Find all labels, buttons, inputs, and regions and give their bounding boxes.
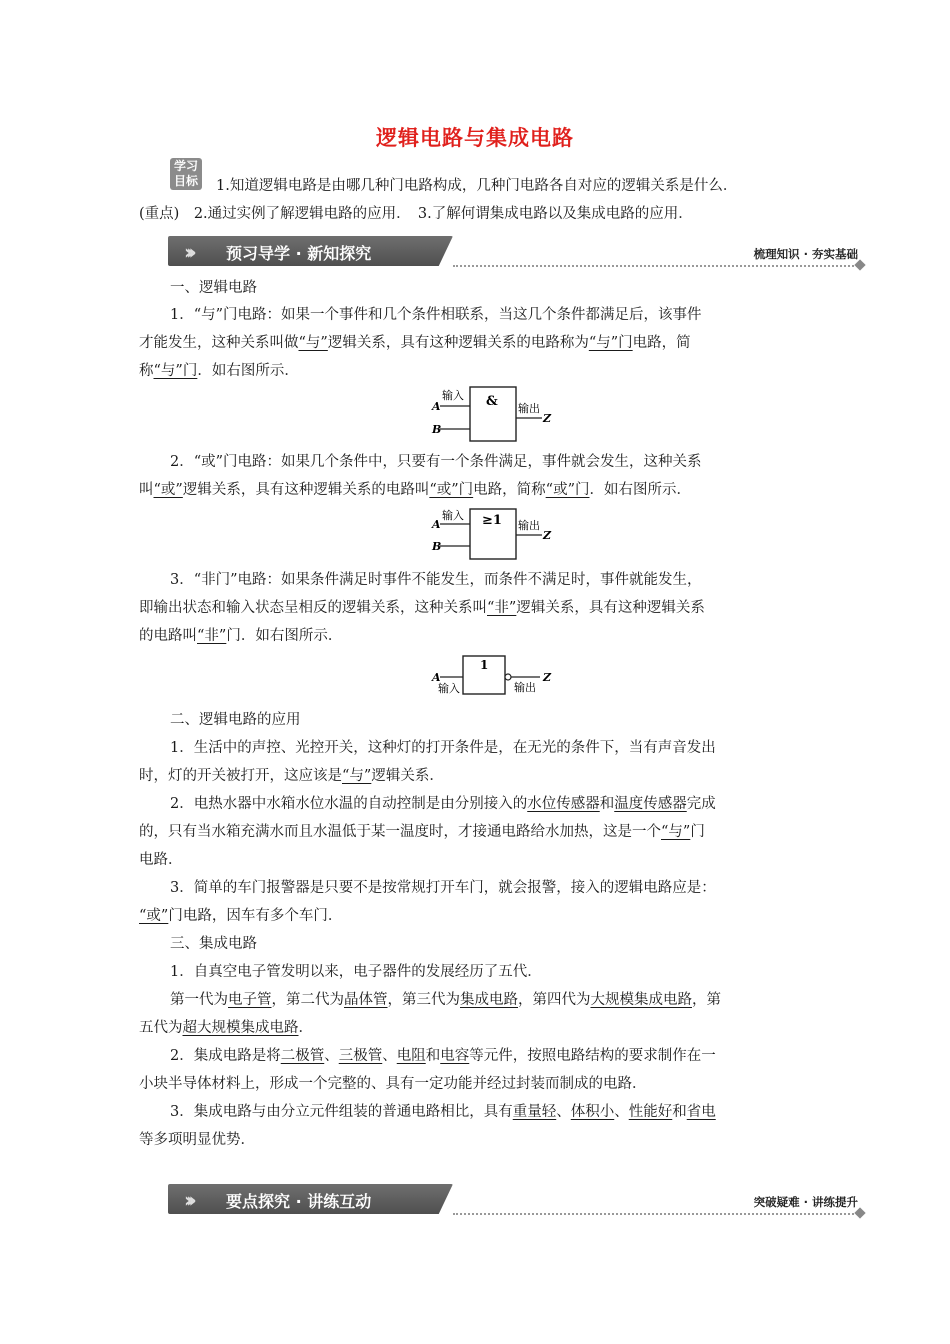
paragraph-line: 1．自真空电子管发明以来，电子器件的发展经历了五代．	[170, 964, 542, 980]
banner-subtitle: 突破疑难 · 讲练提升	[753, 1195, 858, 1209]
dotted-divider	[453, 265, 858, 267]
answer-blank: “或”门	[429, 482, 474, 498]
gate-symbol: ≥1	[482, 513, 502, 528]
answer-blank: “与”	[342, 768, 372, 784]
answer-blank: “与”门	[153, 363, 198, 379]
answer-blank: 水位传感器	[527, 796, 600, 812]
banner-title: 要点探究 · 讲练互动	[226, 1192, 372, 1211]
answer-blank: “或”	[139, 908, 169, 924]
paragraph-line: 1．生活中的声控、光控开关，这种灯的打开条件是，在无光的条件下，当有声音发出	[170, 740, 716, 756]
answer-blank: “或”	[153, 482, 183, 498]
section-banner-preview	[168, 236, 858, 270]
answer-blank: 性能好	[628, 1104, 673, 1120]
chevron-right-icon: ›››	[184, 1188, 191, 1212]
not-gate-diagram	[430, 654, 560, 696]
input-b-label: B	[432, 423, 442, 436]
goals-line-2: (重点) 2.通过实例了解逻辑电路的应用． 3.了解何谓集成电路以及集成电路的应用．	[139, 206, 693, 222]
answer-blank: “非”	[487, 600, 517, 616]
answer-blank: 体积小	[570, 1104, 615, 1120]
dotted-divider	[453, 1213, 858, 1215]
input-label: 输入	[442, 509, 464, 522]
answer-blank: 二极管	[280, 1048, 325, 1064]
section-heading: 一、逻辑电路	[170, 280, 257, 296]
chevron-right-icon: ›››	[184, 240, 191, 264]
answer-blank: 省电	[686, 1104, 716, 1120]
answer-blank: “或”门	[545, 482, 590, 498]
answer-blank: “与”门	[588, 335, 633, 351]
paragraph-line: 3．集成电路与由分立元件组装的普通电路相比，具有重量轻、体积小、性能好和省电	[170, 1104, 716, 1120]
gate-symbol: &	[486, 394, 498, 409]
answer-blank: “与”	[298, 335, 328, 351]
output-z-label: Z	[543, 529, 552, 542]
answer-blank: 电子管	[228, 992, 272, 1008]
answer-blank: 电容	[440, 1048, 470, 1064]
or-gate-diagram	[430, 506, 560, 562]
answer-blank: 大规模集成电路	[590, 992, 692, 1008]
input-a-label: A	[432, 518, 441, 531]
learning-goals-badge	[170, 158, 202, 190]
paragraph-line: “或”门电路，因车有多个车门．	[139, 908, 343, 924]
and-gate-diagram	[430, 384, 560, 444]
input-b-label: B	[432, 540, 442, 553]
paragraph-line: 的，只有当水箱充满水而且水温低于某一温度时，才接通电路给水加热，这是一个“与”门	[139, 824, 705, 840]
input-label: 输入	[438, 682, 460, 695]
paragraph-line: 2．集成电路是将二极管、三极管、电阻和电容等元件，按照电路结构的要求制作在一	[170, 1048, 716, 1064]
answer-blank: 电阻	[396, 1048, 426, 1064]
input-label: 输入	[442, 389, 464, 402]
answer-blank: 超大规模集成电路	[182, 1020, 299, 1036]
paragraph-line: 即输出状态和输入状态呈相反的逻辑关系，这种关系叫“非”逻辑关系，具有这种逻辑关系	[139, 600, 705, 616]
input-a-label: A	[432, 671, 441, 684]
output-label: 输出	[518, 402, 540, 415]
section-heading: 三、集成电路	[170, 936, 257, 952]
section-heading: 二、逻辑电路的应用	[170, 712, 301, 728]
banner-subtitle: 梳理知识 · 夯实基础	[753, 247, 858, 261]
paragraph-line: 第一代为电子管，第二代为晶体管，第三代为集成电路，第四代为大规模集成电路，第	[170, 992, 721, 1008]
banner-title: 预习导学 · 新知探究	[226, 244, 372, 263]
answer-blank: “与”	[661, 824, 691, 840]
paragraph-line: 2．电热水器中水箱水位水温的自动控制是由分别接入的水位传感器和温度传感器完成	[170, 796, 716, 812]
paragraph-line: 电路．	[139, 852, 183, 868]
paragraph-line: 等多项明显优势．	[139, 1132, 255, 1148]
paragraph-line: 称“与”门．如右图所示．	[139, 363, 299, 379]
gate-symbol: 1	[480, 658, 489, 672]
answer-blank: 集成电路	[460, 992, 518, 1008]
paragraph-line: 1．“与”门电路：如果一个事件和几个条件相联系，当这几个条件都满足后，该事件	[170, 307, 702, 323]
output-label: 输出	[514, 681, 536, 694]
paragraph-line: 叫“或”逻辑关系，具有这种逻辑关系的电路叫“或”门电路，简称“或”门．如右图所示．	[139, 482, 691, 498]
paragraph-line: 的电路叫“非”门．如右图所示．	[139, 628, 343, 644]
paragraph-line: 3．“非门”电路：如果条件满足时事件不能发生，而条件不满足时，事件就能发生，	[170, 572, 702, 588]
paragraph-line: 小块半导体材料上，形成一个完整的、具有一定功能并经过封装而制成的电路．	[139, 1076, 647, 1092]
answer-blank: 晶体管	[344, 992, 388, 1008]
badge-line-2: 目标	[173, 174, 198, 188]
paragraph-line: 五代为超大规模集成电路．	[139, 1020, 313, 1036]
page-title: 逻辑电路与集成电路	[376, 126, 574, 150]
goals-line-1: 1.知道逻辑电路是由哪几种门电路构成，几种门电路各自对应的逻辑关系是什么．	[216, 178, 738, 194]
badge-line-1: 学习	[173, 159, 198, 173]
section-banner-explore	[168, 1184, 858, 1218]
paragraph-line: 3．简单的车门报警器是只要不是按常规打开车门，就会报警，接入的逻辑电路应是：	[170, 880, 716, 896]
answer-blank: 重量轻	[512, 1104, 557, 1120]
answer-blank: 温度传感器	[614, 796, 687, 812]
paragraph-line: 时，灯的开关被打开，这应该是“与”逻辑关系．	[139, 768, 444, 784]
paragraph-line: 才能发生，这种关系叫做“与”逻辑关系，具有这种逻辑关系的电路称为“与”门电路，简	[139, 335, 691, 351]
output-label: 输出	[518, 519, 540, 532]
answer-blank: 三极管	[338, 1048, 383, 1064]
input-a-label: A	[432, 400, 441, 413]
answer-blank: “非”	[197, 628, 227, 644]
paragraph-line: 2．“或”门电路：如果几个条件中，只要有一个条件满足，事件就会发生，这种关系	[170, 454, 702, 470]
output-z-label: Z	[543, 671, 552, 684]
output-z-label: Z	[543, 412, 552, 425]
